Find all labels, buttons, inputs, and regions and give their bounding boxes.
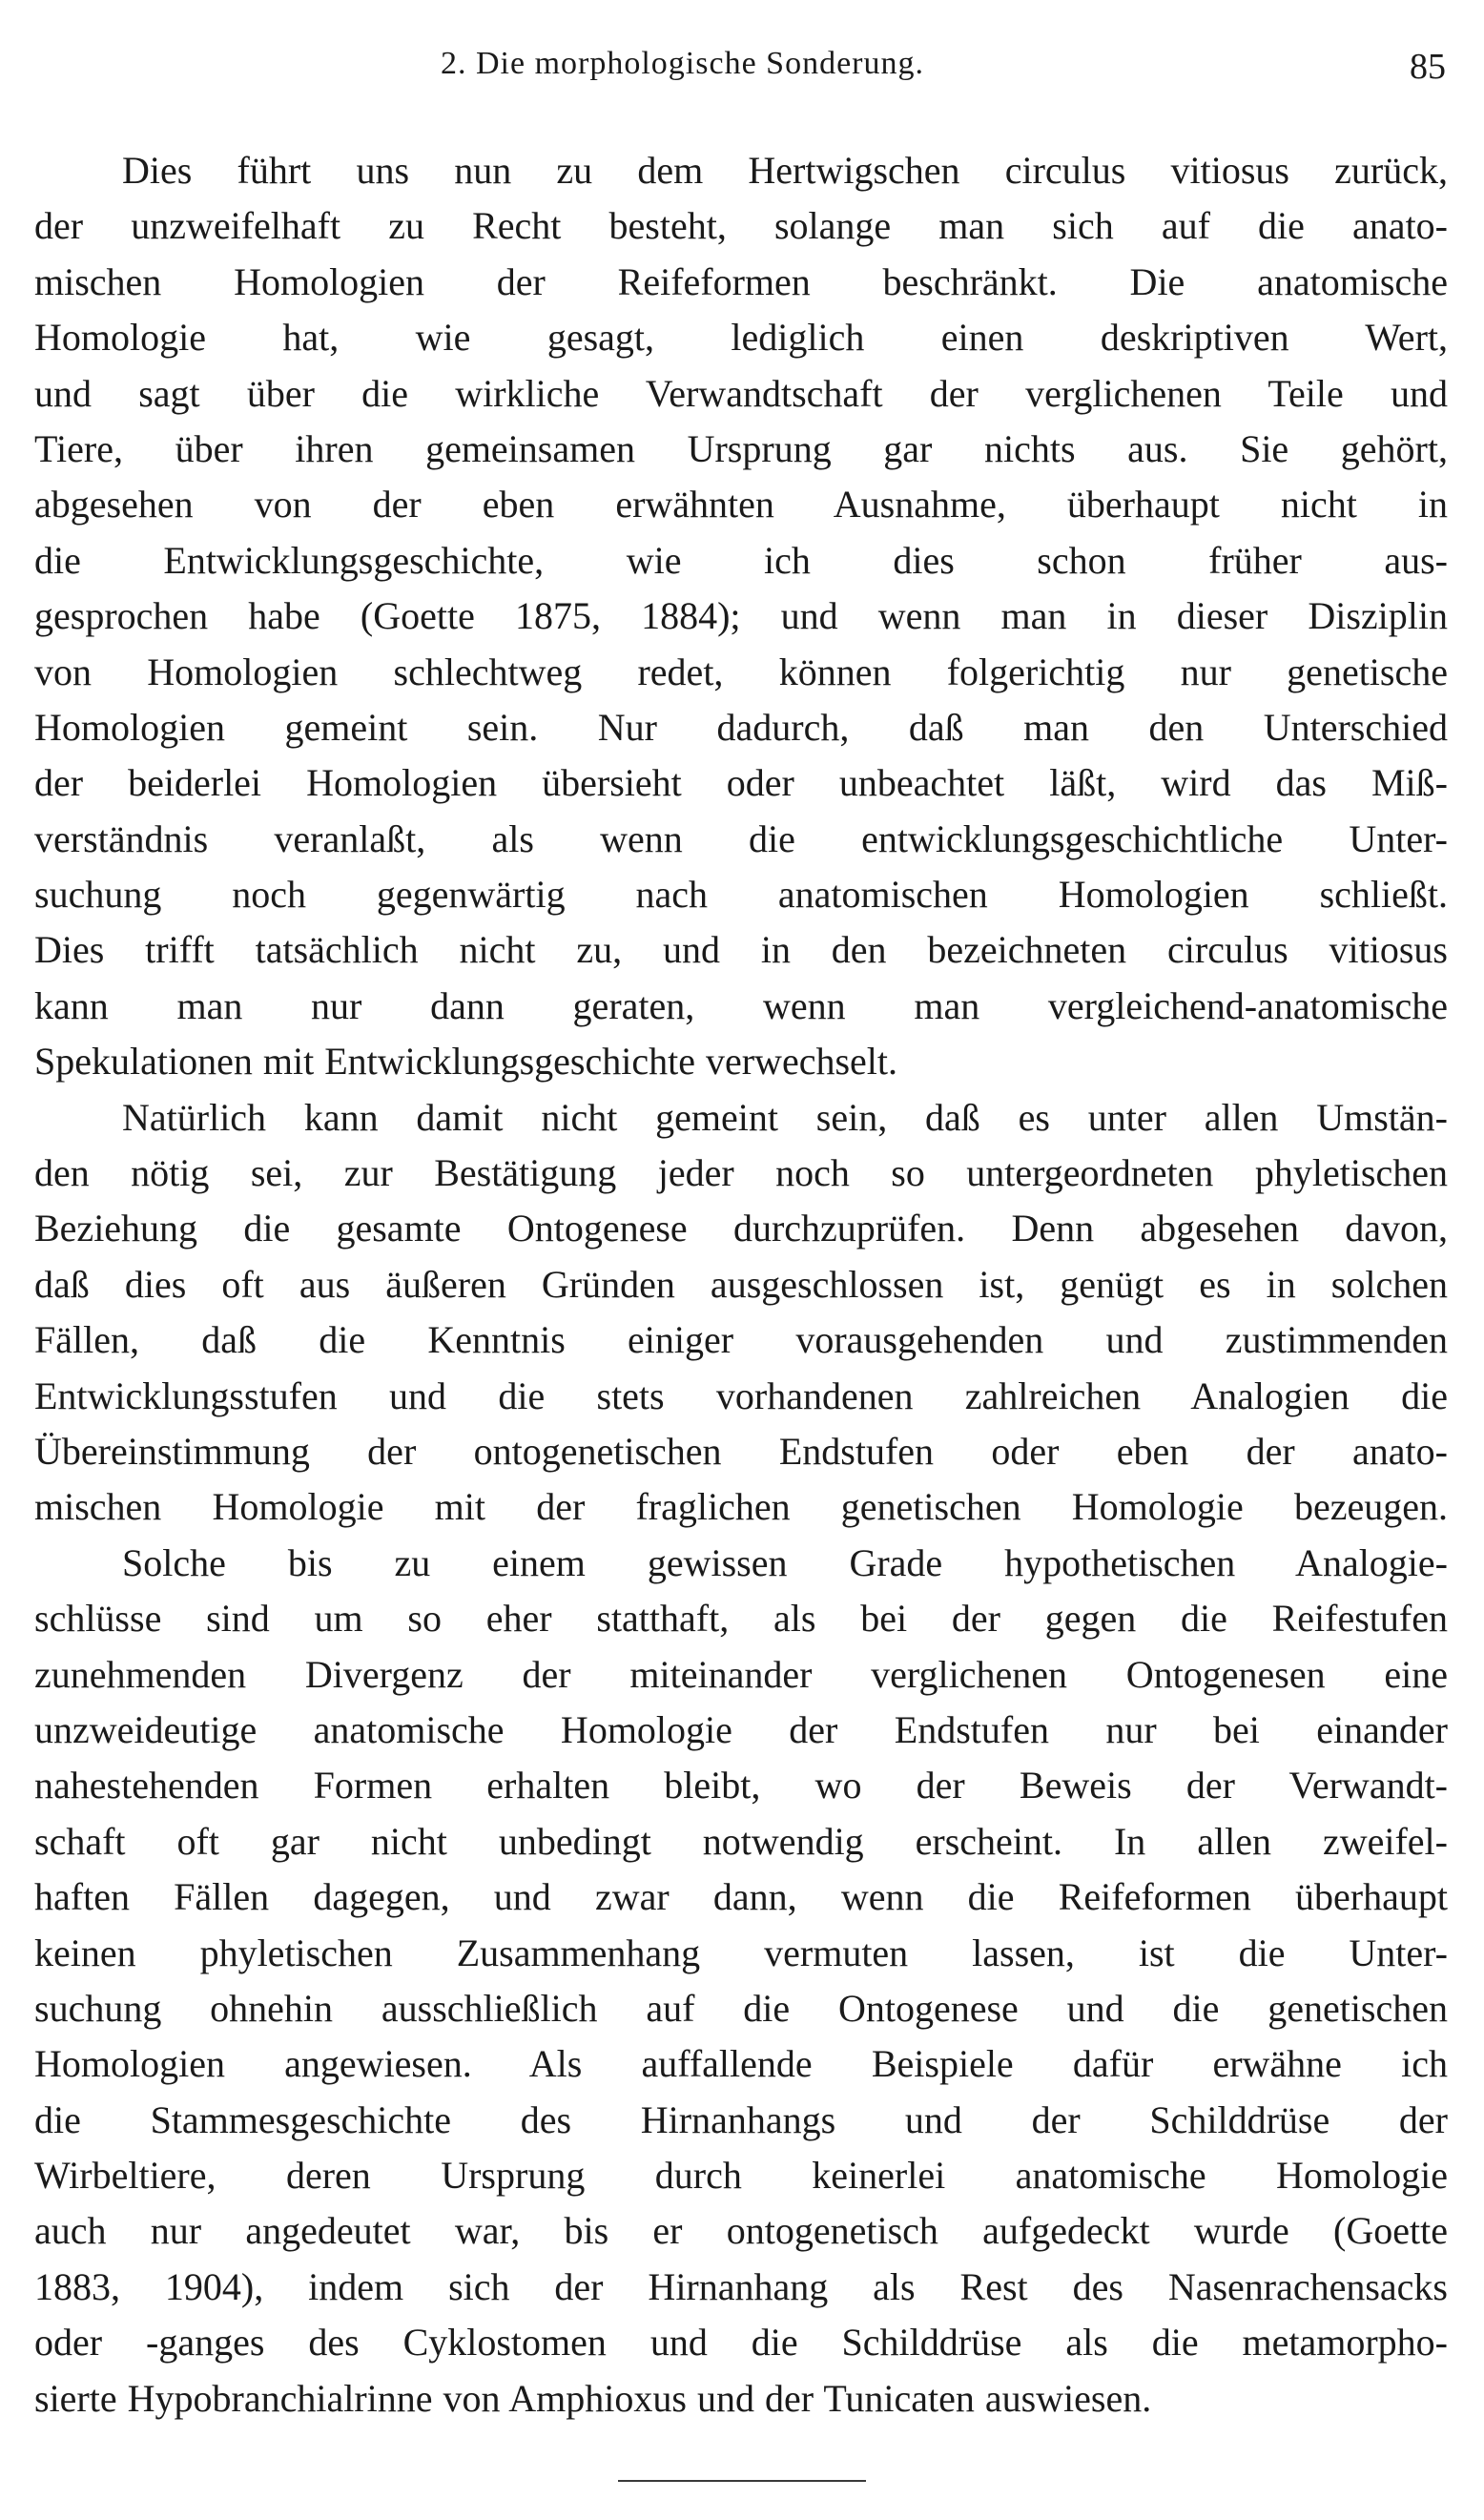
text-line: abgesehen von der eben erwähnten Ausnahme, überhaupt nicht in [34, 483, 1448, 527]
text-line: schaft oft gar nicht unbedingt notwendig erscheint. In allen zweifel- [34, 1819, 1448, 1863]
text-line: oder -ganges des Cyklostomen und die Schilddrüse als die metamorpho- [34, 2321, 1448, 2365]
text-line: haften Fällen dagegen, und zwar dann, wenn die Reifeformen überhaupt [34, 1875, 1448, 1919]
text-line: von Homologien schlechtweg redet, können folgerichtig nur genetische [34, 650, 1448, 693]
text-line: Spekulationen mit Entwicklungsgeschichte verwechselt. [34, 1040, 897, 1084]
text-line: sierte Hypobranchialrinne von Amphioxus und der Tunicaten auswiesen. [34, 2376, 1152, 2420]
text-line: mischen Homologien der Reifeformen beschränkt. Die anatomische [34, 259, 1448, 303]
text-line: Natürlich kann damit nicht gemeint sein, daß es unter allen Umstän- [122, 1095, 1448, 1139]
text-line: Homologien angewiesen. Als auffallende Beispiele dafür erwähne ich [34, 2042, 1448, 2086]
paragraph-2 [34, 1090, 1448, 1536]
text-line: auch nur angedeutet war, bis er ontogenetisch aufgedeckt wurde (Goette [34, 2209, 1448, 2253]
text-line: die Stammesgeschichte des Hirnanhangs und der Schilddrüse der [34, 2097, 1448, 2141]
text-line: Solche bis zu einem gewissen Grade hypothetischen Analogie- [122, 1540, 1448, 1584]
text-line: gesprochen habe (Goette 1875, 1884); und wenn man in dieser Disziplin [34, 594, 1448, 638]
footer-rule [618, 2480, 866, 2482]
text-line: der unzweifelhaft zu Recht besteht, solange man sich auf die anato- [34, 204, 1448, 248]
text-line: daß dies oft aus äußeren Gründen ausgeschlossen ist, genügt es in solchen [34, 1262, 1448, 1306]
text-line: den nötig sei, zur Bestätigung jeder noch so untergeordneten phyletischen [34, 1151, 1448, 1195]
running-head [34, 46, 1446, 103]
text-line: Dies führt uns nun zu dem Hertwigschen circulus vitiosus zurück, [122, 149, 1448, 192]
text-line: suchung ohnehin ausschließlich auf die Ontogenese und die genetischen [34, 1986, 1448, 2030]
text-line: Fällen, daß die Kenntnis einiger vorausgehenden und zustimmenden [34, 1318, 1448, 1362]
paragraph-3 [34, 1536, 1448, 2427]
text-line: verständnis veranlaßt, als wenn die entwicklungsgeschichtliche Unter- [34, 816, 1448, 860]
text-line: die Entwicklungsgeschichte, wie ich dies schon früher aus- [34, 538, 1448, 582]
text-line: 1883, 1904), indem sich der Hirnanhang als Rest des Nasenrachensacks [34, 2264, 1448, 2308]
paragraph-1 [34, 143, 1448, 1090]
text-line: unzweideutige anatomische Homologie der Endstufen nur bei einander [34, 1707, 1448, 1751]
text-line: Dies trifft tatsächlich nicht zu, und in den bezeichneten circulus vitiosus [34, 928, 1448, 972]
text-line: Wirbeltiere, deren Ursprung durch keinerlei anatomische Homologie [34, 2154, 1448, 2198]
text-line: Tiere, über ihren gemeinsamen Ursprung gar nichts aus. Sie gehört, [34, 426, 1448, 470]
text-line: zunehmenden Divergenz der miteinander verglichenen Ontogenesen eine [34, 1652, 1448, 1696]
text-line: Homologien gemeint sein. Nur dadurch, daß man den Unterschied [34, 705, 1448, 749]
running-title: 2. Die morphologische Sonderung. [441, 46, 924, 81]
text-line: mischen Homologie mit der fraglichen genetischen Homologie bezeugen. [34, 1485, 1448, 1529]
text-line: Homologie hat, wie gesagt, lediglich einen deskriptiven Wert, [34, 316, 1448, 360]
text-line: Übereinstimmung der ontogenetischen Endstufen oder eben der anato- [34, 1429, 1448, 1473]
text-line: nahestehenden Formen erhalten bleibt, wo der Beweis der Verwandt- [34, 1764, 1448, 1807]
text-line: der beiderlei Homologien übersieht oder unbeachtet läßt, wird das Miß- [34, 761, 1448, 805]
body-text [34, 143, 1448, 2427]
text-line: kann man nur dann geraten, wenn man vergleichend-anatomische [34, 983, 1448, 1027]
text-line: keinen phyletischen Zusammenhang vermuten lassen, ist die Unter- [34, 1931, 1448, 1974]
text-line: schlüsse sind um so eher statthaft, als bei der gegen die Reifestufen [34, 1597, 1448, 1641]
text-line: Beziehung die gesamte Ontogenese durchzuprüfen. Denn abgesehen davon, [34, 1207, 1448, 1250]
text-line: und sagt über die wirkliche Verwandtschaft der verglichenen Teile und [34, 371, 1448, 415]
text-line: suchung noch gegenwärtig nach anatomischen Homologien schließt. [34, 873, 1448, 917]
page-number: 85 [1410, 47, 1446, 87]
text-line: Entwicklungsstufen und die stets vorhandenen zahlreichen Analogien die [34, 1374, 1448, 1417]
